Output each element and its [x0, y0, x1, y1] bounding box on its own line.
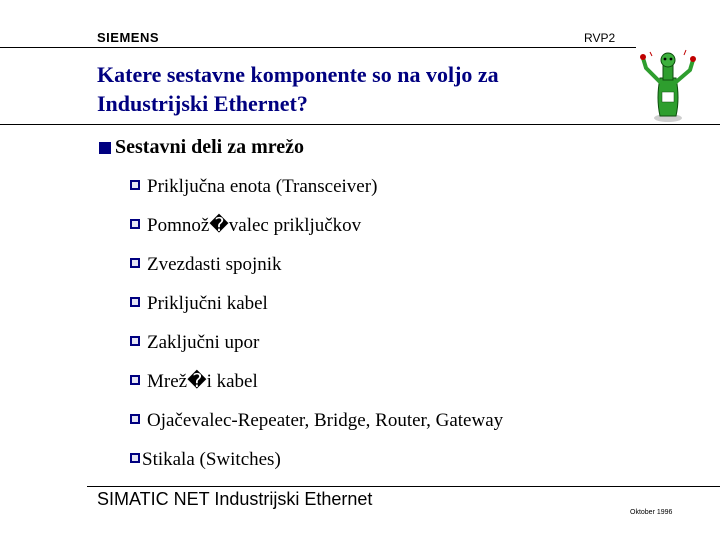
list-item-text: Pomnož�valec priključkov — [147, 215, 362, 236]
footer-divider — [87, 486, 720, 487]
list-item — [130, 329, 503, 368]
list-item-text: Zvezdasti spojnik — [147, 254, 282, 275]
siemens-logo: SIEMENS — [97, 30, 160, 45]
list-item-text: Priključni kabel — [147, 293, 268, 314]
mascot-icon — [638, 48, 698, 124]
list-item-text: Ojačevalec-Repeater, Bridge, Router, Gateway — [147, 410, 504, 431]
list-item — [130, 407, 503, 446]
title-line-2: Industrijski Ethernet? — [97, 91, 308, 116]
square-bullet-icon — [130, 180, 140, 190]
slide-title — [97, 60, 617, 118]
top-divider — [0, 47, 636, 48]
component-list — [130, 173, 503, 485]
section-heading-text: Sestavni deli za mrežo — [115, 136, 305, 158]
heading-bullet-icon — [99, 142, 111, 154]
square-bullet-icon — [130, 219, 140, 229]
list-item — [130, 368, 503, 407]
square-bullet-icon — [130, 453, 140, 463]
square-bullet-icon — [130, 336, 140, 346]
footer-text: SIMATIC NET Industrijski Ethernet — [97, 489, 373, 509]
square-bullet-icon — [130, 375, 140, 385]
section-heading — [99, 136, 304, 159]
list-item — [130, 446, 503, 485]
square-bullet-icon — [130, 414, 140, 424]
slide-code: RVP2 — [584, 31, 616, 45]
title-line-1: Katere sestavne komponente so na voljo za — [97, 62, 499, 87]
list-item-text: Priključna enota (Transceiver) — [147, 176, 378, 197]
list-item-text: Stikala (Switches) — [142, 449, 281, 470]
title-divider — [0, 124, 720, 125]
square-bullet-icon — [130, 297, 140, 307]
list-item — [130, 212, 503, 251]
list-item-text: Mrež�i kabel — [147, 371, 258, 392]
list-item — [130, 173, 503, 212]
square-bullet-icon — [130, 258, 140, 268]
list-item — [130, 251, 503, 290]
footer-date: Oktober 1996 — [630, 509, 673, 516]
list-item-text: Zaključni upor — [147, 332, 260, 353]
list-item — [130, 290, 503, 329]
